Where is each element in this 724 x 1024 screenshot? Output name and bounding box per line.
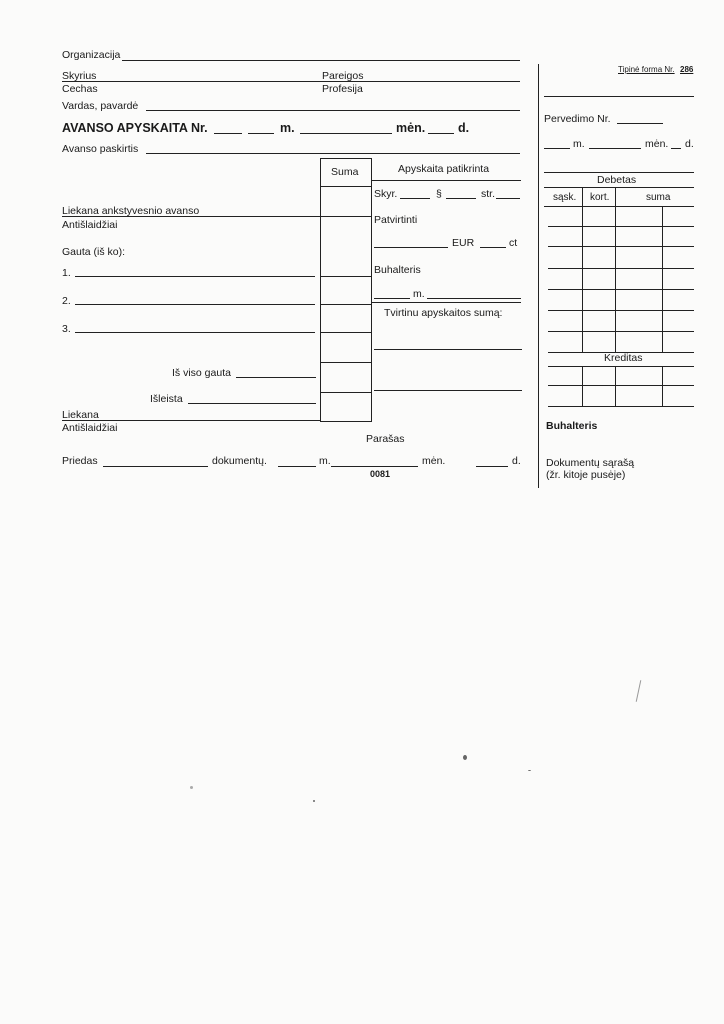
confirm-label: Tvirtinu apyskaitos sumą:: [384, 307, 503, 319]
received-item-1: 1.: [62, 267, 71, 279]
total-received-label: Iš viso gauta: [172, 367, 231, 379]
transfer-day: d.: [685, 138, 694, 150]
purpose-line: [146, 153, 520, 154]
spent-label: Išleista: [150, 393, 183, 405]
see-back-label: (žr. kitoje pusėje): [546, 469, 626, 481]
signature-line: [374, 390, 522, 391]
form-type-label: Tipinė forma Nr.: [618, 65, 675, 74]
prev-balance-line: [62, 216, 320, 217]
section-label: Skyr.: [374, 188, 398, 200]
form-type-number: 286: [680, 65, 694, 74]
scan-speck: [463, 755, 467, 760]
article-label: str.: [481, 188, 496, 200]
transfer-label: Pervedimo Nr.: [544, 113, 611, 125]
cents-line: [480, 247, 506, 248]
panel-separator: [538, 64, 539, 488]
footer-day: d.: [512, 455, 521, 467]
balance-label: Liekana: [62, 409, 99, 421]
footer-year: m.: [319, 455, 331, 467]
scan-speck: [313, 800, 315, 802]
documents-label: dokumentų.: [212, 455, 267, 467]
name-label: Vardas, pavardė: [62, 100, 139, 112]
received-line-1: [75, 276, 315, 277]
received-line-2: [75, 304, 315, 305]
total-received-line: [236, 377, 316, 378]
debit-header: Debetas: [597, 174, 637, 186]
documents-list-label: Dokumentų sąrašą: [546, 457, 635, 469]
profession-label: Profesija: [322, 83, 363, 95]
footer-month: mėn.: [422, 455, 446, 467]
form-title: AVANSO APYSKAITA Nr.: [62, 121, 208, 135]
title-day: d.: [458, 121, 470, 135]
title-month: mėn.: [396, 121, 426, 135]
title-year: m.: [280, 121, 295, 135]
transfer-year: m.: [573, 138, 585, 150]
panel-accountant-label: Buhalteris: [546, 420, 598, 432]
col-corr: kort.: [590, 192, 610, 203]
eur-amount-line: [374, 247, 448, 248]
month-line: [300, 133, 392, 134]
purpose-label: Avanso paskirtis: [62, 143, 139, 155]
received-item-2: 2.: [62, 295, 71, 307]
scan-speck: [528, 770, 531, 771]
spent-line: [188, 403, 316, 404]
balance-line: [62, 420, 320, 421]
attachment-label: Priedas: [62, 455, 98, 467]
paragraph-sign: §: [436, 188, 442, 200]
department-label: Skyrius: [62, 70, 97, 82]
checked-label: Apyskaita patikrinta: [398, 163, 490, 175]
name-line: [146, 110, 520, 111]
confirm-line: [374, 349, 522, 350]
received-label: Gauta (iš ko):: [62, 246, 126, 258]
currency-label: EUR: [452, 237, 475, 249]
col-account: sąsk.: [553, 192, 577, 203]
overspend-label: Antišlaidžiai: [62, 219, 118, 231]
organization-line: [122, 60, 520, 61]
cents-label: ct: [509, 237, 518, 249]
checked-divider: [371, 180, 521, 181]
workshop-label: Cechas: [62, 83, 98, 95]
scan-speck: [190, 786, 193, 789]
scan-mark: [636, 680, 642, 702]
department-line: [62, 81, 520, 82]
day-line: [428, 133, 454, 134]
transfer-month: mėn.: [645, 138, 669, 150]
form-code: 0081: [370, 469, 391, 479]
signature-label: Parašas: [366, 433, 405, 445]
overspend-label-2: Antišlaidžiai: [62, 422, 118, 434]
received-line-3: [75, 332, 315, 333]
organization-label: Organizacija: [62, 49, 121, 61]
prev-balance-label: Liekana ankstyvesnio avanso: [62, 205, 200, 217]
approve-label: Patvirtinti: [374, 214, 418, 226]
accountant-label: Buhalteris: [374, 264, 421, 276]
position-label: Pareigos: [322, 70, 364, 82]
accountant-divider: [371, 302, 521, 303]
col-sum: suma: [646, 192, 671, 203]
year-line: [248, 133, 274, 134]
sum-header: Suma: [331, 166, 359, 178]
received-item-3: 3.: [62, 323, 71, 335]
verification-year: m.: [413, 288, 425, 300]
report-number-line: [214, 133, 242, 134]
credit-header: Kreditas: [604, 352, 643, 364]
